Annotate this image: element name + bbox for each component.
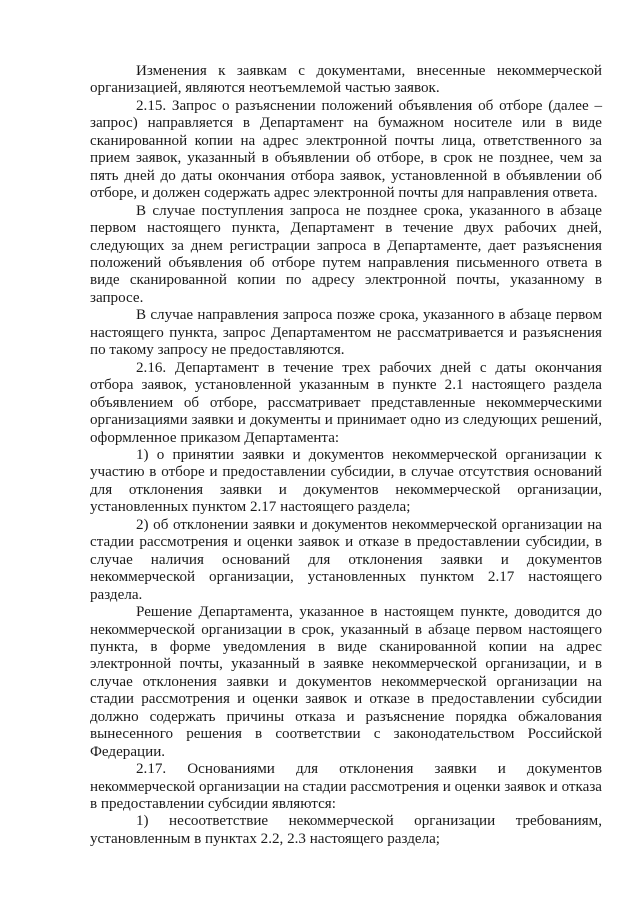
list-item: 2) об отклонении заявки и документов некоммерческой организации на стадии рассмотрения и оценки заявок и отказе в предоставлении субсидии, в случае наличия оснований для отклонения заявки и документов некоммерческой организации, установленных пунктом 2.17 настоящего раздела.	[90, 516, 602, 603]
paragraph: 2.15. Запрос о разъяснении положений объявления об отборе (далее – запрос) направляется в Департамент на бумажном носителе или в виде сканированной копии на адрес электронной почты лица, ответственного за прием заявок, указанный в объявлении об отборе, в срок не позднее, чем за пять дней до даты окончания отбора заявок, установленной в объявлении об отборе, и должен содержать адрес электронной почты для направления ответа.	[90, 97, 602, 202]
paragraph: В случае направления запроса позже срока, указанного в абзаце первом настоящего пункта, запрос Департаментом не рассматривается и разъяснения по такому запросу не предоставляются.	[90, 307, 602, 359]
paragraph: 2.17. Основаниями для отклонения заявки и документов некоммерческой организации на стадии рассмотрения и оценки заявок и отказа в предоставлении субсидии являются:	[90, 761, 602, 813]
paragraph: В случае поступления запроса не позднее срока, указанного в абзаце первом настоящего пункта, Департамент в течение двух рабочих дней, следующих за днем регистрации запроса в Департаменте, дает разъяснения положений объявления об отборе путем направления письменного ответа в виде сканированной копии по адресу электронной почты, указанному в запросе.	[90, 202, 602, 306]
list-item: 1) несоответствие некоммерческой организации требованиям, установленным в пунктах 2.2, 2.3 настоящего раздела;	[90, 813, 602, 847]
paragraph: Изменения к заявкам с документами, внесенные некоммерческой организацией, являются неотъемлемой частью заявок.	[90, 63, 602, 97]
paragraph: Решение Департамента, указанное в настоящем пункте, доводится до некоммерческой организации в срок, указанный в абзаце первом настоящего пункта, в форме уведомления в виде сканированной копии на адрес электронной почты, указанный в заявке некоммерческой организации, и в случае отклонения заявки и документов некоммерческой организации на стадии рассмотрения и оценки заявок и отказе в предоставлении субсидии должно содержать причины отказа и разъяснение порядка обжалования вынесенного решения в соответствии с законодательством Российской Федерации.	[90, 604, 602, 760]
paragraph: 2.16. Департамент в течение трех рабочих дней с даты окончания отбора заявок, установленной указанным в пункте 2.1 настоящего раздела объявлением об отборе, рассматривает представленные некоммерческими организациями заявки и документы и принимает одно из следующих решений, оформленное приказом Департамента:	[90, 359, 602, 446]
list-item: 1) о принятии заявки и документов некоммерческой организации к участию в отборе и предоставлении субсидии, в случае отсутствия оснований для отклонения заявки и документов некоммерческой организации, установленных пунктом 2.17 настоящего раздела;	[90, 446, 602, 516]
document-page	[90, 63, 602, 848]
